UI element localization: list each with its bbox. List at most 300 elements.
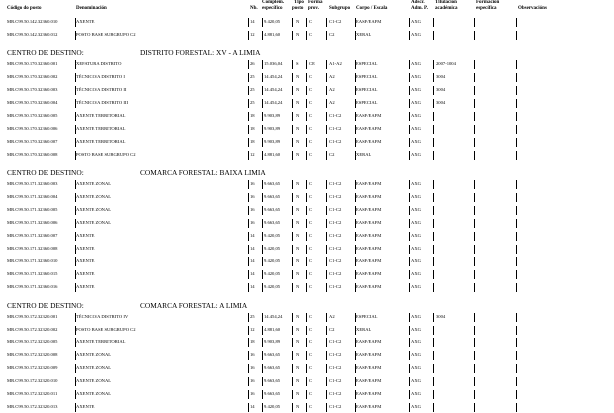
cell-denominacion: AXENTE TERRITORIAL: [76, 112, 126, 118]
cell-titulacion: [436, 29, 474, 41]
column-rule: [409, 257, 410, 266]
cell-complemento: 9.903,89: [264, 112, 281, 118]
cell-forma: C: [309, 206, 313, 212]
cell-adscripcion: AXG: [411, 258, 421, 264]
table-row: [0, 375, 614, 387]
cell-subgrupo: A2: [329, 313, 335, 319]
cell-codigo: MR.C99.50.171.32360.004: [7, 193, 58, 199]
column-rule: [326, 245, 327, 254]
header-adm: Adm. P.: [411, 6, 428, 11]
cell-tipo: N: [296, 258, 300, 264]
table-row: [0, 324, 614, 336]
column-rule: [326, 326, 327, 335]
cell-subgrupo: C1-C2: [329, 125, 342, 131]
column-rule: [433, 283, 434, 292]
cell-adscripcion: AXG: [411, 326, 421, 332]
cell-forma: C: [309, 271, 313, 277]
table-row: [0, 204, 614, 216]
header-nivel: Nb.: [250, 6, 258, 11]
cell-denominacion: AXENTE ZONAL: [76, 378, 112, 384]
column-rule: [474, 99, 475, 108]
table-row: [0, 29, 614, 41]
column-rule: [292, 403, 293, 412]
column-rule: [292, 338, 293, 347]
cell-corpo: EASF/EAFM: [356, 219, 382, 225]
cell-denominacion: AXENTE: [76, 271, 95, 277]
column-rule: [433, 377, 434, 386]
table-row: [0, 311, 614, 323]
column-rule: [474, 326, 475, 335]
column-rule: [306, 151, 307, 160]
column-rule: [292, 257, 293, 266]
table-row: [0, 336, 614, 348]
column-rule: [409, 403, 410, 412]
column-rule: [409, 99, 410, 108]
header-complem: Complem.: [262, 0, 285, 5]
column-rule: [326, 313, 327, 322]
cell-subgrupo: C1-C2: [329, 352, 342, 358]
column-rule: [516, 390, 517, 399]
cell-subgrupo: C1-C2: [329, 138, 342, 144]
column-rule: [326, 377, 327, 386]
cell-codigo: MR.C99.50.170.32360.007: [7, 138, 58, 144]
cell-complemento: 9.903,89: [264, 339, 281, 345]
column-rule: [409, 60, 410, 69]
cell-denominacion: AXENTE ZONAL: [76, 365, 112, 371]
column-rule: [248, 73, 249, 82]
column-rule: [262, 245, 263, 254]
table-row: [0, 281, 614, 293]
column-rule: [292, 151, 293, 160]
cell-nivel: 18: [250, 339, 255, 345]
column-rule: [326, 403, 327, 412]
column-rule: [326, 60, 327, 69]
cell-nivel: 14: [250, 258, 255, 264]
column-rule: [433, 232, 434, 241]
cell-nivel: 18: [250, 112, 255, 118]
column-rule: [516, 270, 517, 279]
column-rule: [474, 112, 475, 121]
cell-forma: C: [309, 138, 313, 144]
cell-codigo: MR.C99.50.172.32320.005: [7, 339, 58, 345]
column-rule: [306, 86, 307, 95]
cell-subgrupo: A2: [329, 74, 335, 80]
column-rule: [516, 313, 517, 322]
column-rule: [433, 257, 434, 266]
cell-corpo: EASF/EAFM: [356, 181, 382, 186]
column-rule: [292, 270, 293, 279]
column-rule: [248, 138, 249, 147]
column-rule: [474, 351, 475, 360]
cell-titulacion: [436, 230, 474, 242]
cell-complemento: 9.420,05: [264, 245, 281, 251]
header-subgrupo: Subgrupo: [329, 6, 351, 11]
column-rule: [262, 73, 263, 82]
cell-forma: C: [309, 365, 313, 371]
column-rule: [262, 326, 263, 335]
cell-nivel: 25: [250, 87, 255, 93]
cell-denominacion: AXENTE: [76, 403, 95, 409]
column-rule: [409, 232, 410, 241]
column-rule: [409, 193, 410, 202]
cell-tipo: N: [296, 74, 300, 80]
column-rule: [409, 125, 410, 134]
cell-adscripcion: AXG: [411, 271, 421, 277]
cell-titulacion: [436, 268, 474, 280]
cell-codigo: MR.C99.50.170.32360.004: [7, 100, 58, 105]
cell-subgrupo: C1-C2: [329, 365, 342, 371]
cell-adscripcion: AXG: [411, 391, 421, 396]
column-rule: [306, 377, 307, 386]
column-rule: [474, 151, 475, 160]
column-rule: [474, 86, 475, 95]
column-rule: [474, 313, 475, 322]
column-rule: [474, 206, 475, 215]
column-rule: [306, 245, 307, 254]
cell-nivel: 16: [250, 378, 255, 384]
cell-titulacion: [436, 255, 474, 267]
cell-corpo: ESPECIAL: [356, 74, 378, 80]
section-header: [0, 168, 614, 178]
cell-tipo: N: [296, 219, 300, 225]
column-rule: [292, 283, 293, 292]
header-adscr: Adscr.: [411, 0, 425, 5]
cell-tipo: N: [296, 151, 300, 157]
cell-subgrupo: C1-C2: [329, 284, 342, 290]
column-rule: [306, 206, 307, 215]
column-rule: [262, 193, 263, 202]
cell-codigo: MR.C99.50.171.32360.005: [7, 206, 58, 212]
column-rule: [248, 125, 249, 134]
cell-subgrupo: C1-C2: [329, 339, 342, 345]
column-rule: [262, 390, 263, 399]
cell-corpo: EASF/EAFM: [356, 138, 382, 144]
cell-titulacion: [436, 336, 474, 348]
cell-complemento: 9.420,05: [264, 232, 281, 238]
cell-forma: C: [309, 219, 313, 225]
column-rule: [306, 99, 307, 108]
column-rule: [262, 403, 263, 412]
cell-complemento: 9.663,65: [264, 352, 281, 358]
cell-codigo: MR.C99.50.172.32320.008: [7, 352, 58, 358]
column-rule: [306, 112, 307, 121]
column-rule: [516, 257, 517, 266]
cell-titulacion: [436, 375, 474, 387]
column-rule: [248, 18, 249, 27]
cell-codigo: MR.C99.50.170.32360.002: [7, 74, 58, 80]
cell-codigo: MR.C99.50.170.32360.003: [7, 87, 58, 93]
cell-forma: C: [309, 378, 313, 384]
table-row: [0, 349, 614, 361]
cell-corpo: EASF/EAFM: [356, 193, 382, 199]
column-rule: [248, 390, 249, 399]
cell-nivel: 25: [250, 74, 255, 80]
table-row: [0, 149, 614, 161]
cell-codigo: MR.C99.50.171.32360.010: [7, 258, 58, 264]
column-rule: [474, 18, 475, 27]
column-rule: [516, 364, 517, 373]
column-rule: [409, 73, 410, 82]
column-rule: [262, 313, 263, 322]
cell-corpo: ESPECIAL: [356, 87, 378, 93]
cell-corpo: XERAL: [356, 326, 372, 332]
column-rule: [474, 245, 475, 254]
column-rule: [262, 377, 263, 386]
column-rule: [516, 86, 517, 95]
cell-codigo: MR.C99.50.170.32360.005: [7, 112, 58, 118]
cell-nivel: 14: [250, 284, 255, 290]
cell-tipo: N: [296, 391, 300, 396]
cell-tipo: N: [296, 326, 300, 332]
cell-adscripcion: AXG: [411, 151, 421, 157]
cell-subgrupo: C1-C2: [329, 19, 342, 24]
column-rule: [516, 138, 517, 147]
header-formespec: específica: [476, 6, 497, 11]
cell-adscripcion: AXG: [411, 100, 421, 105]
cell-subgrupo: C1-C2: [329, 391, 342, 396]
table-row: [0, 58, 614, 70]
cell-nivel: 26: [250, 61, 255, 67]
header-especifico: específico: [262, 6, 283, 11]
cell-forma: C: [309, 31, 313, 37]
column-rule: [433, 364, 434, 373]
column-rule: [248, 219, 249, 228]
column-rule: [433, 73, 434, 82]
column-rule: [248, 232, 249, 241]
cell-codigo: MR.C99.50.172.32320.002: [7, 326, 58, 332]
cell-titulacion: [436, 178, 474, 190]
cell-titulacion: [436, 243, 474, 255]
column-rule: [326, 151, 327, 160]
cell-nivel: 25: [250, 100, 255, 105]
cell-corpo: ESPECIAL: [356, 100, 378, 105]
column-rule: [516, 245, 517, 254]
column-rule: [474, 31, 475, 40]
column-rule: [326, 18, 327, 27]
column-rule: [409, 364, 410, 373]
column-rule: [262, 18, 263, 27]
column-rule: [516, 403, 517, 412]
column-rule: [292, 125, 293, 134]
cell-adscripcion: AXG: [411, 219, 421, 225]
header-forma: Forma: [308, 0, 323, 5]
table-row: [0, 110, 614, 122]
cell-complemento: 9.420,05: [264, 284, 281, 290]
cell-denominacion: TÉCNICO/A DISTRITO II: [76, 87, 127, 93]
column-rule: [306, 257, 307, 266]
cell-adscripcion: AXG: [411, 352, 421, 358]
column-rule: [292, 351, 293, 360]
column-rule: [262, 138, 263, 147]
column-rule: [326, 112, 327, 121]
cell-denominacion: AXENTE ZONAL: [76, 181, 112, 186]
column-rule: [433, 270, 434, 279]
column-rule: [433, 219, 434, 228]
column-rule: [409, 86, 410, 95]
cell-forma: C: [309, 181, 313, 186]
cell-corpo: EASF/EAFM: [356, 245, 382, 251]
cell-denominacion: AXENTE: [76, 245, 95, 251]
section-name: DISTRITO FORESTAL: XV - A LIMIA: [140, 48, 261, 58]
table-row: [0, 97, 614, 109]
column-rule: [516, 283, 517, 292]
cell-adscripcion: AXG: [411, 138, 421, 144]
column-rule: [326, 138, 327, 147]
cell-denominacion: POSTO BASE SUBGRUPO C2: [76, 151, 136, 157]
column-rule: [409, 31, 410, 40]
cell-codigo: MR.C99.50.172.32320.010: [7, 378, 58, 384]
cell-corpo: EASF/EAFM: [356, 403, 382, 409]
column-rule: [433, 326, 434, 335]
column-rule: [516, 60, 517, 69]
column-rule: [262, 351, 263, 360]
section-name: COMARCA FORESTAL: BAIXA LIMIA: [140, 168, 266, 177]
cell-codigo: MR.C99.50.142.32360.010: [7, 19, 58, 24]
column-rule: [248, 403, 249, 412]
cell-subgrupo: C1-C2: [329, 271, 342, 277]
cell-titulacion: [436, 204, 474, 216]
header-prov: prov.: [308, 6, 319, 11]
column-rule: [433, 180, 434, 189]
cell-adscripcion: AXG: [411, 403, 421, 409]
cell-complemento: 9.420,05: [264, 19, 281, 24]
column-rule: [433, 125, 434, 134]
column-rule: [262, 125, 263, 134]
column-rule: [262, 257, 263, 266]
cell-complemento: 9.903,89: [264, 138, 281, 144]
cell-nivel: 16: [250, 219, 255, 225]
column-rule: [474, 125, 475, 134]
cell-subgrupo: C1-C2: [329, 403, 342, 409]
cell-forma: C: [309, 403, 313, 409]
cell-complemento: 14.454,24: [264, 313, 283, 319]
table-row: [0, 255, 614, 267]
cell-codigo: MR.C99.50.171.32360.016: [7, 284, 58, 290]
cell-tipo: N: [296, 313, 300, 319]
column-rule: [326, 73, 327, 82]
column-rule: [292, 193, 293, 202]
column-rule: [516, 351, 517, 360]
column-rule: [262, 364, 263, 373]
cell-titulacion: 3004: [436, 100, 446, 105]
column-rule: [474, 364, 475, 373]
cell-complemento: 9.420,05: [264, 403, 281, 409]
table-row: [0, 362, 614, 374]
cell-subgrupo: A2: [329, 87, 335, 93]
column-rule: [292, 18, 293, 27]
cell-codigo: MR.C99.50.172.32320.009: [7, 365, 58, 371]
cell-corpo: EASF/EAFM: [356, 339, 382, 345]
cell-complemento: 9.663,65: [264, 219, 281, 225]
column-rule: [516, 112, 517, 121]
column-rule: [248, 60, 249, 69]
column-rule: [433, 245, 434, 254]
column-rule: [516, 206, 517, 215]
column-rule: [474, 138, 475, 147]
cell-tipo: N: [296, 19, 300, 24]
cell-nivel: 12: [250, 151, 255, 157]
column-rule: [516, 73, 517, 82]
header-denominacion: Denominación: [76, 6, 107, 11]
cell-forma: C: [309, 87, 313, 93]
cell-complemento: 15.036,04: [264, 61, 283, 67]
column-rule: [326, 232, 327, 241]
column-rule: [248, 151, 249, 160]
cell-codigo: MR.C99.50.171.32360.015: [7, 271, 58, 277]
cell-denominacion: AXENTE TERRITORIAL: [76, 339, 126, 345]
column-rule: [433, 112, 434, 121]
column-rule: [292, 86, 293, 95]
section-header: [0, 48, 614, 58]
column-rule: [326, 180, 327, 189]
column-rule: [409, 326, 410, 335]
cell-forma: C: [309, 339, 313, 345]
column-rule: [326, 283, 327, 292]
header-titulacion: Titulación: [435, 0, 457, 5]
cell-subgrupo: C1-C2: [329, 193, 342, 199]
cell-corpo: EASF/EAFM: [356, 232, 382, 238]
cell-corpo: EASF/EAFM: [356, 258, 382, 264]
column-rule: [433, 86, 434, 95]
column-rule: [248, 377, 249, 386]
column-rule: [326, 257, 327, 266]
column-rule: [409, 283, 410, 292]
table-row: [0, 217, 614, 229]
column-rule: [306, 60, 307, 69]
cell-forma: C: [309, 100, 313, 105]
column-rule: [516, 31, 517, 40]
header-corpo: Corpo / Escala: [356, 6, 388, 11]
column-rule: [248, 313, 249, 322]
column-rule: [433, 338, 434, 347]
cell-denominacion: AXENTE ZONAL: [76, 352, 112, 358]
column-rule: [433, 206, 434, 215]
cell-corpo: EASF/EAFM: [356, 391, 382, 396]
column-rule: [248, 283, 249, 292]
column-rule: [433, 351, 434, 360]
column-rule: [262, 60, 263, 69]
column-rule: [306, 180, 307, 189]
column-rule: [474, 283, 475, 292]
column-rule: [292, 60, 293, 69]
section-label: CENTRO DE DESTINO:: [7, 168, 84, 177]
column-rule: [433, 31, 434, 40]
cell-adscripcion: AXG: [411, 339, 421, 345]
column-rule: [248, 206, 249, 215]
column-rule: [292, 390, 293, 399]
column-rule: [248, 364, 249, 373]
header-formacion: Formación: [476, 0, 500, 5]
cell-complemento: 9.663,65: [264, 391, 281, 396]
cell-adscripcion: AXG: [411, 125, 421, 131]
column-rule: [516, 326, 517, 335]
column-rule: [306, 338, 307, 347]
column-rule: [306, 364, 307, 373]
column-rule: [292, 206, 293, 215]
column-rule: [409, 206, 410, 215]
cell-nivel: 14: [250, 271, 255, 277]
column-rule: [248, 257, 249, 266]
column-rule: [306, 138, 307, 147]
column-rule: [306, 403, 307, 412]
cell-titulacion: [436, 217, 474, 229]
column-rule: [292, 138, 293, 147]
column-rule: [433, 99, 434, 108]
column-rule: [326, 99, 327, 108]
cell-nivel: 14: [250, 245, 255, 251]
cell-subgrupo: C1-C2: [329, 112, 342, 118]
cell-tipo: N: [296, 378, 300, 384]
